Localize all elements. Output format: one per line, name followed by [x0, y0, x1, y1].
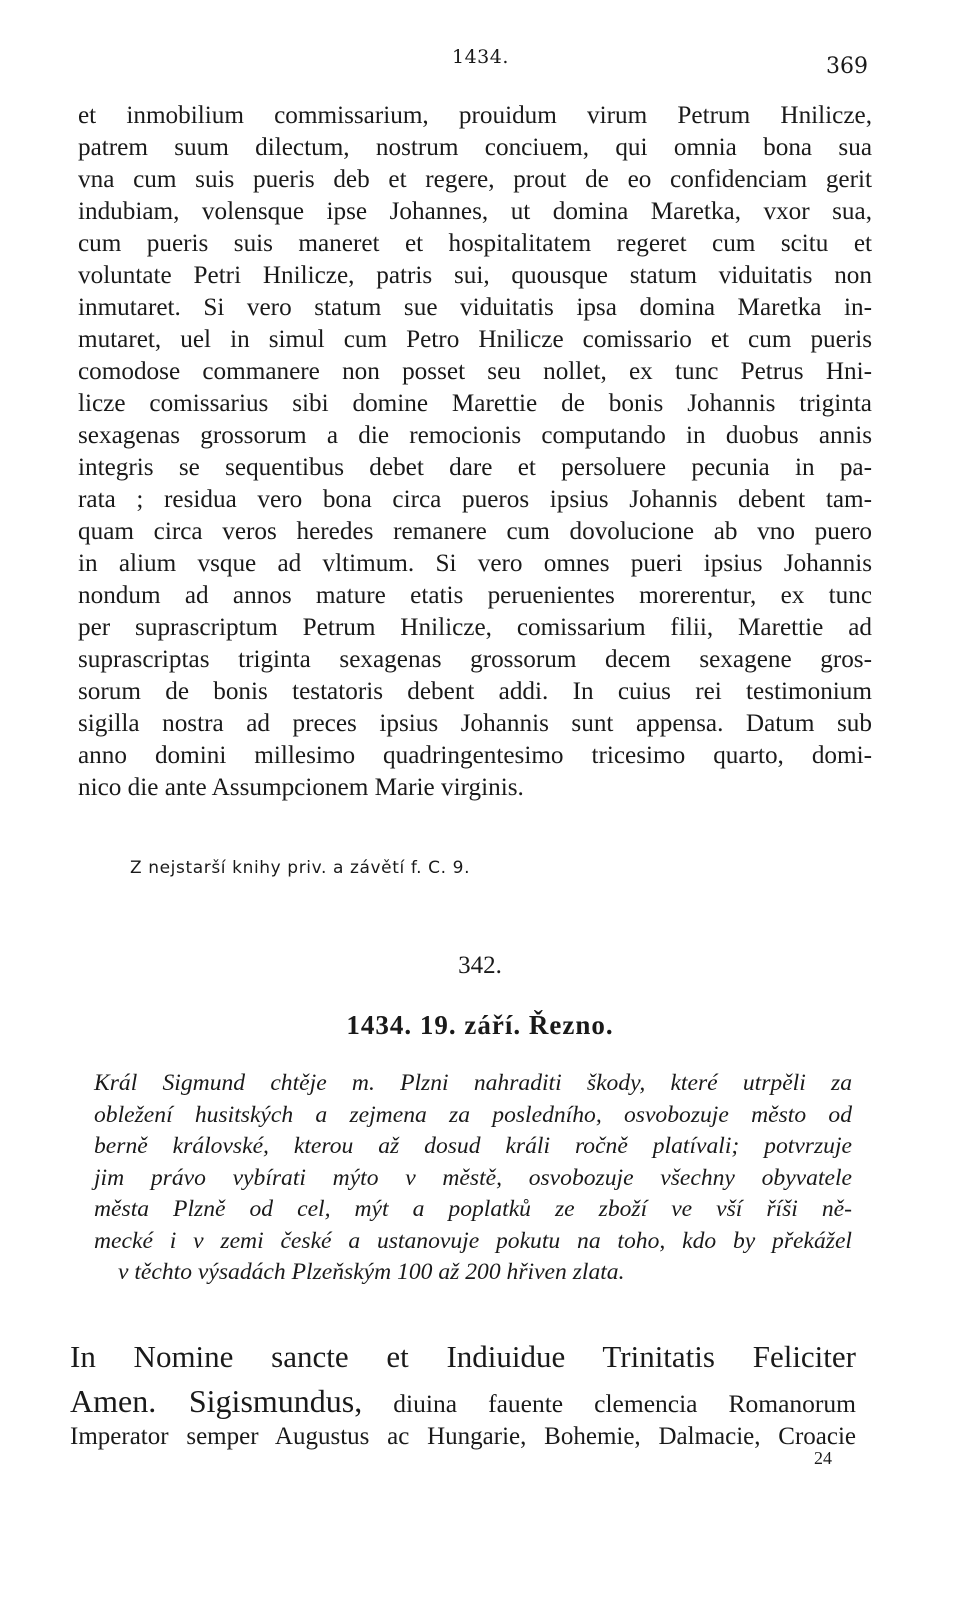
regest-line: berně královské, kterou až dosud králi ročně platívali; potvrzuje: [94, 1133, 852, 1159]
body-line: integris se sequentibus debet dare et persoluere pecunia in pa-: [78, 454, 872, 481]
charter-intitulatio: Amen. Sigismundus,: [70, 1383, 363, 1419]
source-note: Z nejstarší knihy priv. a závětí f. C. 9.: [130, 858, 471, 878]
body-line: nico die ante Assumpcionem Marie virginis.: [78, 774, 524, 801]
regest-line: obležení husitských a zejmena za posledního, osvobozuje město od: [94, 1101, 852, 1128]
regest-line: v těchto výsadách Plzeňským 100 až 200 hřiven zlata.: [118, 1259, 625, 1285]
running-header-year: 1434.: [452, 46, 509, 68]
signature-mark: 24: [814, 1448, 832, 1468]
regest-line: mecké i v zemi české a ustanovuje pokutu na toho, kdo by překážel: [94, 1227, 852, 1254]
body-line: suprascriptas triginta sexagenas grossorum decem sexagene gros-: [78, 646, 872, 673]
body-line: in alium vsque ad vltimum. Si vero omnes pueri ipsius Johannis: [78, 550, 872, 577]
page-number: 369: [826, 54, 868, 79]
body-line: nondum ad annos mature etatis peruenientes morerentur, ex tunc: [78, 582, 872, 609]
body-line: cum pueris suis maneret et hospitalitatem regeret cum scitu et: [78, 230, 872, 257]
charter-invocation-line: In Nomine sancte et Indiuidue Trinitatis Feliciter: [70, 1339, 856, 1374]
body-line: inmutaret. Si vero statum sue viduitatis ipsa domina Maretka in-: [78, 294, 872, 321]
body-line: licze comissarius sibi domine Marettie de bonis Johannis triginta: [78, 390, 872, 417]
body-line: anno domini millesimo quadringentesimo tricesimo quarto, domi-: [78, 742, 872, 769]
body-line: per suprascriptum Petrum Hnilicze, comissarium filii, Marettie ad: [78, 614, 872, 641]
latin-body-text: [78, 100, 872, 804]
charter-line: [70, 1382, 856, 1420]
body-line: vna cum suis pueris deb et regere, prout de eo confidenciam gerit: [78, 166, 872, 193]
body-line: sexagenas grossorum a die remocionis computando in duobus annis: [78, 422, 872, 449]
charter-line: Imperator semper Augustus ac Hungarie, Bohemie, Dalmacie, Croacie: [70, 1423, 856, 1450]
body-line: quam circa veros heredes remanere cum dovolucione ab vno puero: [78, 518, 872, 545]
body-line: comodose commanere non posset seu nollet, ex tunc Petrus Hni-: [78, 358, 872, 385]
document-date-place: 1434. 19. září. Řezno.: [346, 1010, 614, 1040]
charter-line-rest: diuina fauente clemencia Romanorum: [393, 1389, 857, 1418]
body-line: patrem suum dilectum, nostrum conciuem, qui omnia bona sua: [78, 134, 872, 161]
regest-line: Král Sigmund chtěje m. Plzni nahraditi škody, které utrpěli za: [94, 1070, 852, 1096]
charter-opening: [70, 1332, 856, 1454]
body-line: mutaret, uel in simul cum Petro Hnilicze comissario et cum pueris: [78, 326, 872, 353]
czech-regest: [94, 1068, 852, 1289]
regest-line: jim právo vybírati mýto v městě, osvobozuje všechny obyvatele: [94, 1164, 852, 1191]
body-line: sigilla nostra ad preces ipsius Johannis sunt appensa. Datum sub: [78, 710, 872, 737]
body-line: sorum de bonis testatoris debent addi. In cuius rei testimonium: [78, 678, 872, 705]
body-line: indubiam, volensque ipse Johannes, ut domina Maretka, vxor sua,: [78, 198, 872, 225]
document-number: 342.: [458, 952, 502, 979]
regest-line: města Plzně od cel, mýt a poplatků ze zboží ve vší říši ně-: [94, 1196, 852, 1222]
body-line: rata ; residua vero bona circa pueros ipsius Johannis debent tam-: [78, 486, 872, 513]
body-line: et inmobilium commissarium, prouidum virum Petrum Hnilicze,: [78, 102, 872, 129]
body-line: voluntate Petri Hnilicze, patris sui, quousque statum viduitatis non: [78, 262, 872, 289]
